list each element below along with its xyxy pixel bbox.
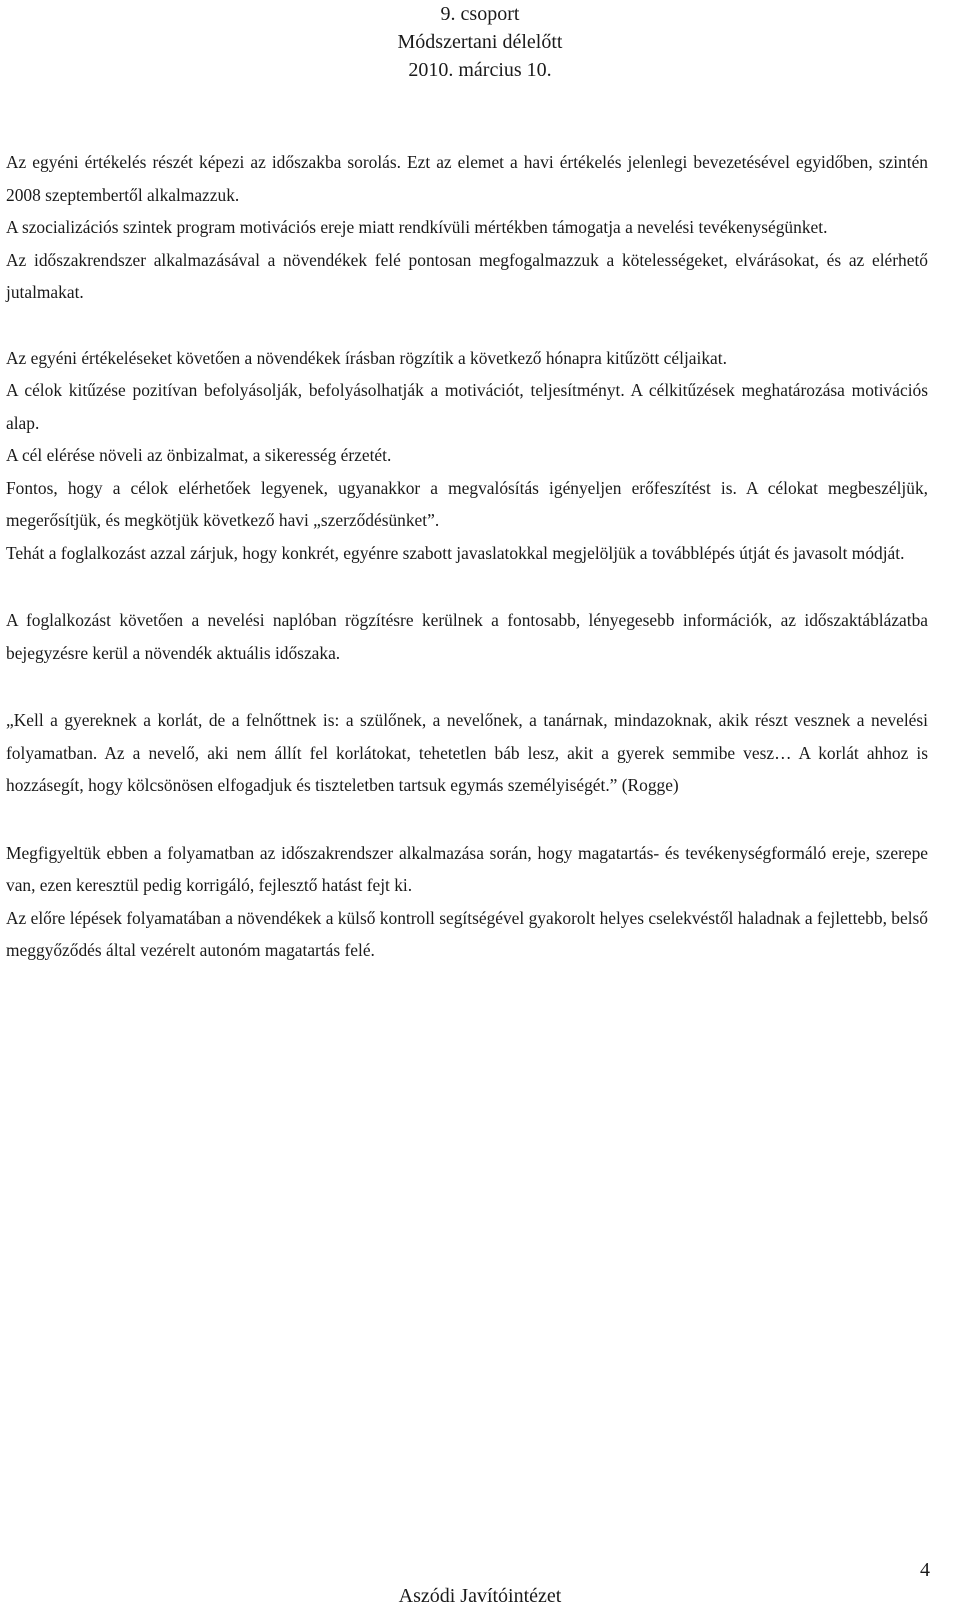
page-number: 4	[920, 1559, 930, 1581]
page-header	[0, 0, 960, 84]
paragraph: A cél elérése növeli az önbizalmat, a sikeresség érzetét.	[6, 445, 392, 465]
paragraph: Az egyéni értékeléseket követően a növendékek írásban rögzítik a következő hónapra kitűzött céljaikat.	[6, 347, 727, 368]
document-body	[6, 146, 928, 967]
paragraph: Az előre lépések folyamatában a növendékek a külső kontroll segítségével gyakorolt helyes cselekvéstől haladnak a fejlettebb, belső meggyőződés által vezérelt autonóm magatartás felé.	[6, 907, 928, 960]
paragraph: Tehát a foglalkozást azzal zárjuk, hogy konkrét, egyénre szabott javaslatokkal megjelöljük a továbblépés útját és javasolt módját.	[6, 542, 905, 563]
paragraph: A foglalkozást követően a nevelési naplóban rögzítésre kerülnek a fontosabb, lényegesebb információk, az időszaktáblázatba bejegyzésre kerül a növendék aktuális időszaka.	[6, 610, 928, 663]
paragraph: A szocializációs szintek program motivációs ereje miatt rendkívüli mértékben támogatja a nevelési tevékenységünket.	[6, 217, 828, 237]
paragraph: Az időszakrendszer alkalmazásával a növendékek felé pontosan megfogalmazzuk a kötelességeket, elvárásokat, és az elérhető jutalmakat.	[6, 249, 928, 302]
header-date: 2010. március 10.	[408, 59, 552, 81]
quote-paragraph: „Kell a gyereknek a korlát, de a felnőttnek is: a szülőnek, a nevelőnek, a tanárnak, mindazoknak, akik részt vesznek a nevelési folyamatban. Az a nevelő, aki nem állít fel korlátokat, tehetetlen báb lesz, akit a gyerek semmibe vesz… A korlát ahhoz is hozzásegít, hogy kölcsönösen elfogadjuk és tiszteletben tartsuk egymás személyiségét.” (Rogge)	[6, 710, 928, 795]
paragraph: Az egyéni értékelés részét képezi az időszakba sorolás. Ezt az elemet a havi értékelés jelenlegi bevezetésével egyidőben, szintén 2008 szeptembertől alkalmazzuk.	[6, 152, 928, 205]
header-session: Módszertani délelőtt	[397, 31, 563, 53]
paragraph: Fontos, hogy a célok elérhetőek legyenek, ugyanakkor a megvalósítás igényeljen erőfeszítést is. A célokat megbeszéljük, megerősítjük, és megkötjük következő havi „szerződésünket”.	[6, 477, 928, 530]
paragraph: Megfigyeltük ebben a folyamatban az időszakrendszer alkalmazása során, hogy magatartás- és tevékenységformáló ereje, szerepe van, ezen keresztül pedig korrigáló, fejlesztő hatást fejt ki.	[6, 842, 928, 895]
page-footer: Aszódi Javítóintézet	[398, 1585, 562, 1607]
header-group: 9. csoport	[440, 3, 520, 25]
paragraph: A célok kitűzése pozitívan befolyásolják, befolyásolhatják a motivációt, teljesítményt. A célkitűzések meghatározása motivációs alap.	[6, 380, 928, 433]
